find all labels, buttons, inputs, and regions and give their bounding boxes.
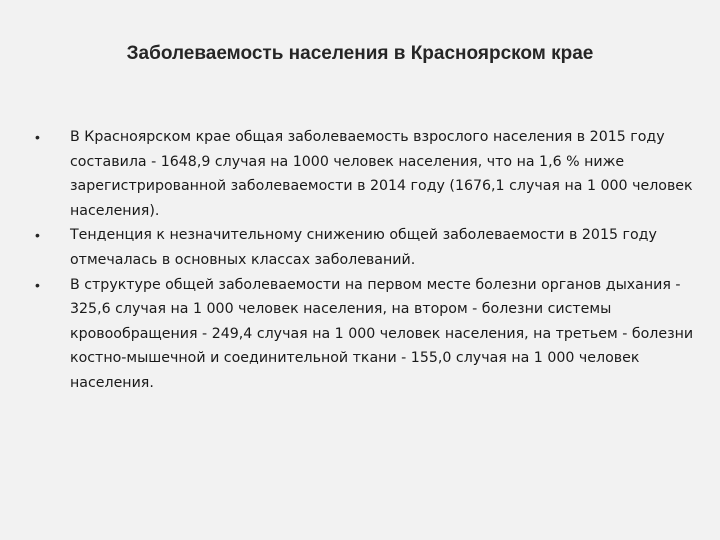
bullet-text: Тенденция к незначительному снижению общей заболеваемости в 2015 году отмечалась в основных классах заболеваний. <box>70 227 657 268</box>
bullet-icon: • <box>35 276 40 293</box>
bullet-list <box>35 125 703 396</box>
bullet-text: В Красноярском крае общая заболеваемость взрослого населения в 2015 году составила - 1648,9 случая на 1000 человек населения, что на 1,6 % ниже зарегистрированной заболеваемости в 2014 году (1676,1 случая на 1 000 человек населения). <box>70 129 693 219</box>
slide-title: Заболеваемость населения в Красноярском крае <box>126 43 594 64</box>
bullet-icon: • <box>35 129 40 145</box>
bullet-icon: • <box>35 227 40 244</box>
bullet-item-1 <box>35 125 703 223</box>
bullet-text: В структуре общей заболеваемости на первом месте болезни органов дыхания - 325,6 случая на 1 000 человек населения, на втором - болезни системы кровообращения - 249,4 случая на 1 000 человек населения, на третьем - болезни костно-мышечной и соединительной ткани - 155,0 случая на 1 000 человек населения. <box>70 276 694 391</box>
bullet-item-3 <box>35 273 703 396</box>
bullet-item-2 <box>35 223 703 272</box>
